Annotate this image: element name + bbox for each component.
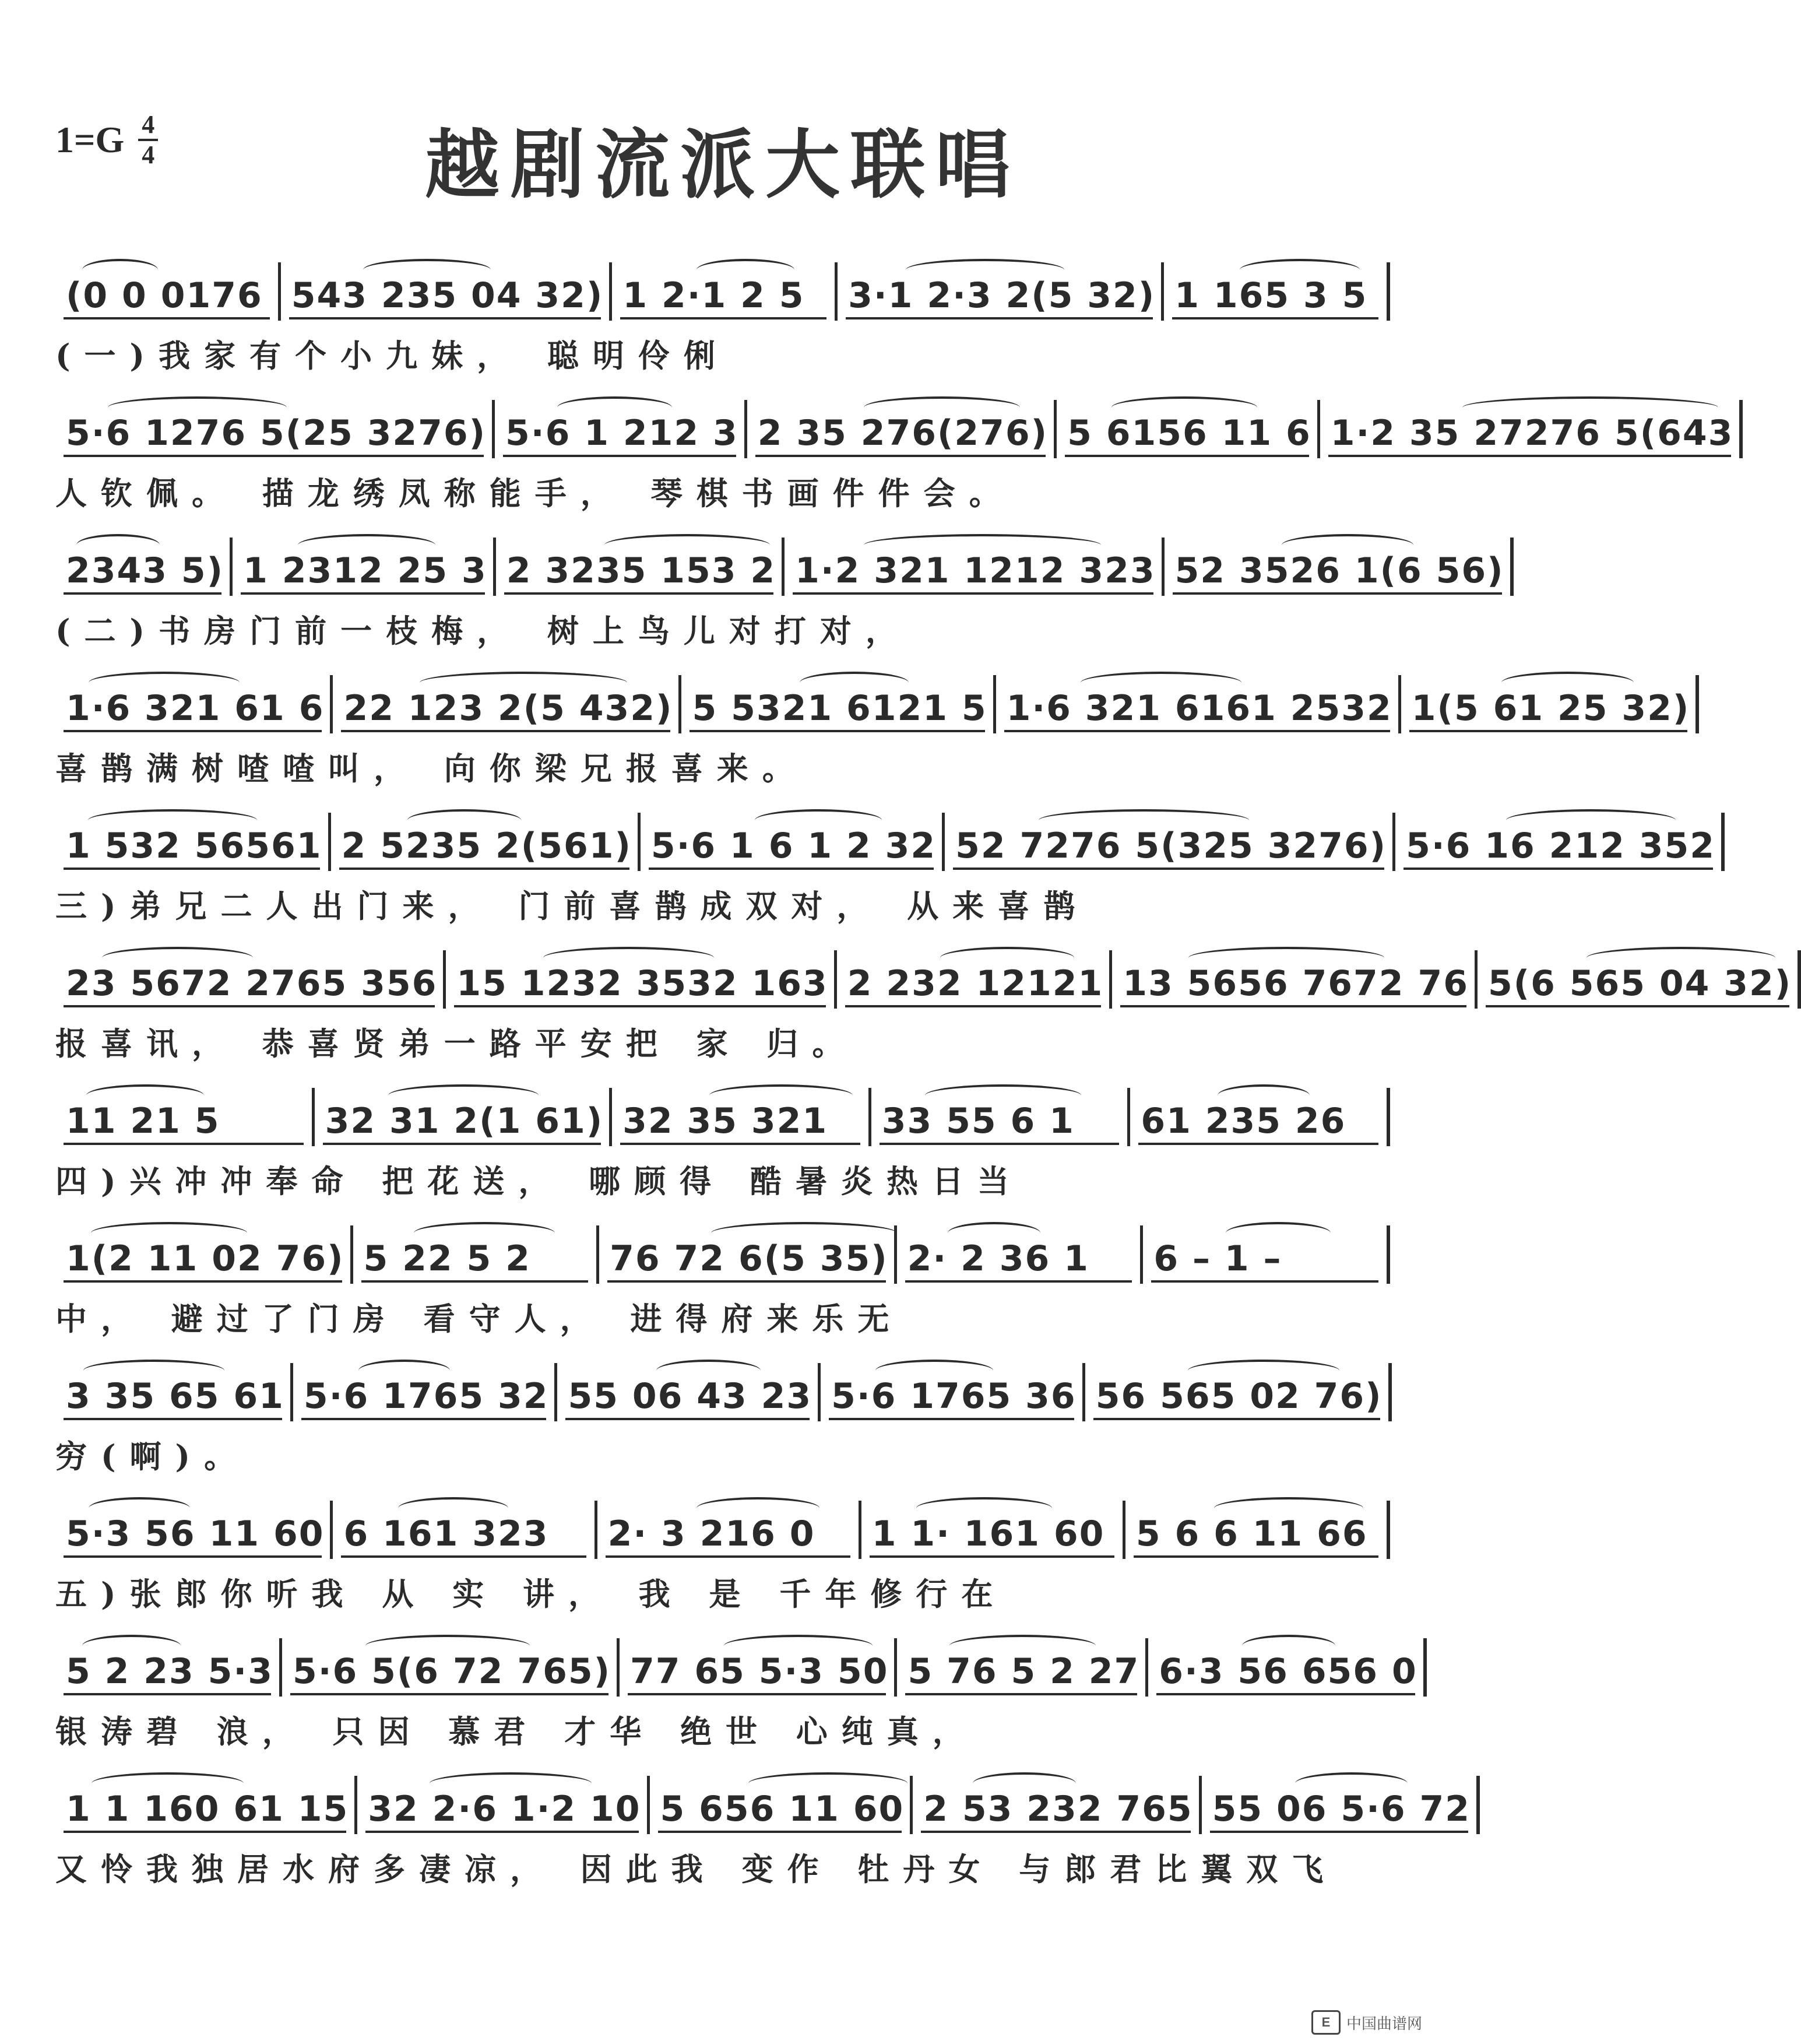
beam-line — [607, 1280, 886, 1283]
slur-mark — [108, 396, 287, 419]
slur-mark — [1039, 809, 1249, 831]
slur-mark — [82, 259, 158, 281]
measure-notes: 22 123 2(5 432) — [343, 688, 673, 729]
measure — [1112, 950, 1478, 1009]
slur-mark — [604, 534, 770, 556]
beam-line — [1004, 730, 1390, 732]
measure-notes: 5·6 16 212 352 — [1406, 826, 1716, 866]
beam-line — [454, 1005, 825, 1007]
measure — [55, 950, 446, 1009]
measure-notes: 5 656 11 60 — [660, 1789, 905, 1829]
beam-line — [1065, 455, 1309, 457]
slur-mark — [388, 1084, 539, 1107]
beam-line — [905, 1280, 1132, 1283]
measure — [837, 950, 1113, 1009]
measure-notes: 5 2 23 5·3 — [66, 1651, 273, 1692]
beam-line — [921, 1831, 1190, 1833]
slur-mark — [430, 1772, 592, 1794]
measure — [333, 675, 681, 733]
slur-mark — [1218, 1084, 1310, 1107]
beam-line — [1210, 1831, 1468, 1833]
measure-notes: 5·6 1 6 1 2 32 — [650, 826, 937, 866]
slur-mark — [755, 809, 881, 831]
measure — [641, 813, 945, 871]
score-system — [55, 944, 1792, 1066]
beam-line — [241, 592, 485, 595]
measure — [353, 1225, 600, 1284]
measure-notes: 5 6156 11 6 — [1067, 413, 1311, 454]
measure — [55, 1363, 293, 1421]
lyric-line: (一)我家有个小九妹， 聪明伶俐 — [55, 337, 729, 374]
notation-line — [55, 1357, 1390, 1421]
beam-line — [755, 455, 1046, 457]
page-title: 越剧流派大联唱 — [424, 121, 1021, 209]
score-system — [55, 1357, 1390, 1478]
score-system — [55, 1770, 1471, 1891]
measure — [55, 1501, 333, 1559]
measure-notes: 32 35 321 — [622, 1101, 828, 1142]
lyric-line: 人钦佩。 描龙绣凤称能手， 琴棋书画件件会。 — [55, 475, 1015, 512]
measure — [945, 813, 1395, 871]
measure-notes: 2343 5) — [66, 550, 224, 591]
notation-line — [55, 1495, 1390, 1559]
measure — [233, 538, 496, 596]
score-system — [55, 1495, 1390, 1616]
lyric-line: 五)张郎你听我 从 实 讲， 我 是 千年修行在 — [55, 1575, 1007, 1613]
score-system — [55, 1220, 1390, 1341]
measure-notes: 5 5321 6121 5 — [692, 688, 987, 729]
measure-notes: 55 06 5·6 72 — [1212, 1789, 1471, 1829]
site-name: 中国曲谱网 — [1346, 2014, 1422, 2032]
beam-line — [64, 455, 484, 457]
measure-notes: 5·3 56 11 60 — [66, 1513, 325, 1554]
slur-mark — [864, 396, 1020, 419]
measure — [1320, 400, 1743, 458]
measure — [557, 1363, 821, 1421]
slur-mark — [414, 1222, 555, 1244]
slur-mark — [89, 672, 240, 694]
measure-notes: 1 165 3 5 — [1174, 275, 1368, 316]
beam-line — [341, 1555, 586, 1558]
beam-line — [64, 1005, 435, 1007]
slur-mark — [656, 1360, 761, 1382]
measure — [315, 1088, 613, 1146]
measure — [612, 1088, 871, 1146]
slur-mark — [420, 672, 627, 694]
slur-mark — [948, 1222, 1040, 1244]
slur-mark — [1506, 809, 1676, 831]
beam-line — [323, 1143, 601, 1145]
slur-mark — [748, 1772, 907, 1794]
slur-mark — [365, 1635, 529, 1657]
measure — [55, 813, 331, 871]
measure-notes: 76 72 6(5 35) — [610, 1238, 888, 1279]
slur-mark — [1462, 396, 1718, 419]
lyric-line: 穷(啊)。 — [55, 1438, 250, 1475]
beam-line — [1151, 1280, 1378, 1283]
score-system — [55, 807, 1716, 928]
measure-notes: 1 1· 161 60 — [871, 1513, 1105, 1554]
beam-line — [1173, 592, 1502, 595]
measure — [1395, 813, 1725, 871]
measure-notes: 11 21 5 — [66, 1101, 220, 1142]
beam-line — [64, 317, 270, 319]
measure-notes: 5 76 5 2 27 — [907, 1651, 1140, 1692]
measure — [55, 400, 495, 458]
slur-mark — [1188, 947, 1384, 969]
measure-notes: 52 3526 1(6 56) — [1174, 550, 1504, 591]
watermark — [1311, 2010, 1422, 2035]
beam-line — [1172, 317, 1378, 319]
slur-mark — [88, 809, 257, 831]
time-bottom: 4 — [142, 141, 155, 169]
slur-mark — [543, 947, 714, 969]
measure-notes: 2 3235 153 2 — [506, 550, 776, 591]
slur-mark — [363, 259, 491, 281]
beam-line — [64, 1418, 282, 1420]
beam-line — [793, 592, 1153, 595]
measure-notes: 1 2312 25 3 — [243, 550, 487, 591]
beam-line — [628, 1693, 886, 1695]
measure — [1143, 1225, 1390, 1284]
notation-line — [55, 1770, 1471, 1834]
measure — [821, 1363, 1085, 1421]
slur-mark — [711, 1222, 896, 1244]
measure-notes: 55 06 43 23 — [568, 1376, 812, 1417]
slur-mark — [697, 1497, 819, 1519]
measure-notes: 13 5656 7672 76 — [1123, 963, 1469, 1004]
beam-line — [1138, 1143, 1378, 1145]
measure — [1478, 950, 1801, 1009]
slur-mark — [83, 1360, 224, 1382]
measure — [996, 675, 1401, 733]
measure — [55, 1225, 353, 1284]
slur-mark — [1081, 672, 1241, 694]
score-system — [55, 669, 1690, 791]
beam-line — [846, 317, 1153, 319]
notation-line — [55, 394, 1734, 458]
slur-mark — [800, 672, 909, 694]
site-logo-icon: E — [1311, 2010, 1341, 2035]
lyric-line: 中， 避过了门房 看守人， 进得府来乐无 — [55, 1300, 903, 1337]
lyric-line: 四)兴冲冲奉命 把花送， 哪顾得 酷暑炎热日当 — [55, 1163, 1023, 1200]
beam-line — [64, 730, 322, 732]
lyric-line: 三)弟兄二人出门来， 门前喜鹊成双对， 从来喜鹊 — [55, 887, 1089, 925]
beam-line — [361, 1280, 589, 1283]
lyric-line: 报喜讯， 恭喜贤弟一路平安把 家 归。 — [55, 1025, 858, 1062]
measure-notes: 1 532 56561 — [66, 826, 322, 866]
measure-notes: 5·6 1765 36 — [831, 1376, 1077, 1417]
measure-notes: 543 235 04 32) — [291, 275, 604, 316]
slur-mark — [298, 534, 436, 556]
beam-line — [341, 730, 670, 732]
beam-line — [64, 1143, 304, 1145]
measure — [1401, 675, 1700, 733]
notation-line — [55, 1632, 1417, 1697]
slur-mark — [91, 1222, 247, 1244]
measure — [495, 400, 747, 458]
measure-notes: 3·1 2·3 2(5 32) — [848, 275, 1156, 316]
beam-line — [64, 1280, 342, 1283]
measure — [897, 1638, 1148, 1697]
measure-notes: 2· 3 216 0 — [607, 1513, 815, 1554]
beam-line — [64, 1831, 346, 1833]
beam-line — [301, 1418, 547, 1420]
measure-notes: 1·6 321 61 6 — [66, 688, 325, 729]
measure-notes: 5·6 5(6 72 765) — [292, 1651, 611, 1692]
slur-mark — [1226, 1222, 1331, 1244]
notation-line — [55, 1082, 1390, 1146]
slur-mark — [86, 1084, 204, 1107]
notation-line — [55, 257, 1390, 321]
lyric-line: 喜鹊满树喳喳叫， 向你梁兄报喜来。 — [55, 750, 808, 787]
slur-mark — [875, 1360, 993, 1382]
measure-notes: 5 22 5 2 — [363, 1238, 531, 1279]
beam-line — [1134, 1555, 1378, 1558]
beam-line — [1486, 1005, 1789, 1007]
notation-line — [55, 669, 1690, 733]
beam-line — [690, 730, 984, 732]
slur-mark — [864, 534, 1101, 556]
beam-line — [1120, 1005, 1466, 1007]
notation-line — [55, 944, 1792, 1009]
measure — [612, 262, 838, 321]
beam-line — [503, 455, 736, 457]
slur-mark — [1188, 1360, 1339, 1382]
slur-mark — [82, 1635, 181, 1657]
measure — [1148, 1638, 1426, 1697]
measure — [1125, 1501, 1390, 1559]
measure — [650, 1776, 913, 1834]
beam-line — [649, 868, 934, 870]
beam-line — [1403, 868, 1713, 870]
slur-mark — [358, 1360, 450, 1382]
measure — [331, 813, 641, 871]
slur-mark — [906, 259, 1064, 281]
slur-mark — [557, 396, 672, 419]
notation-line — [55, 532, 1504, 596]
slur-mark — [916, 1497, 1052, 1519]
measure-notes: 56 565 02 76) — [1095, 1376, 1383, 1417]
beam-line — [290, 1693, 608, 1695]
measure — [681, 675, 996, 733]
measure-notes: 15 1232 3532 163 — [456, 963, 828, 1004]
slur-mark — [89, 1497, 190, 1519]
measure-notes: 2 53 232 765 — [923, 1789, 1193, 1829]
slur-mark — [1501, 672, 1634, 694]
slur-mark — [1282, 534, 1413, 556]
measure — [1202, 1776, 1480, 1834]
beam-line — [870, 1555, 1114, 1558]
slur-mark — [1587, 947, 1775, 969]
measure — [838, 262, 1164, 321]
measure — [282, 1638, 620, 1697]
beam-line — [953, 868, 1384, 870]
measure — [55, 1776, 357, 1834]
beam-line — [606, 1555, 850, 1558]
measure — [55, 1638, 282, 1697]
measure-notes: 23 5672 2765 356 — [66, 963, 438, 1004]
notation-line — [55, 807, 1716, 871]
beam-line — [64, 592, 221, 595]
beam-line — [64, 868, 320, 870]
measure — [357, 1776, 649, 1834]
measure — [333, 1501, 597, 1559]
beam-line — [829, 1418, 1074, 1420]
score-system — [55, 1632, 1417, 1754]
measure — [1164, 262, 1390, 321]
measure-notes: 61 235 26 — [1141, 1101, 1346, 1142]
measure-notes: 32 31 2(1 61) — [325, 1101, 604, 1142]
measure-notes: 1 2·1 2 5 — [622, 275, 805, 316]
measure-notes: 5(6 565 04 32) — [1487, 963, 1792, 1004]
measure-notes: 3 35 65 61 — [66, 1376, 284, 1417]
measure-notes: 5·6 1765 32 — [303, 1376, 549, 1417]
measure-notes: 5·6 1 212 3 — [505, 413, 738, 454]
measure — [496, 538, 785, 596]
measure-notes: 1·2 321 1212 323 — [795, 550, 1156, 591]
measure — [1057, 400, 1320, 458]
lyric-line: 又怜我独居水府多凄凉， 因此我 变作 牡丹女 与郎君比翼双飞 — [55, 1850, 1338, 1888]
measure-notes: 6 161 323 — [343, 1513, 549, 1554]
beam-line — [504, 592, 773, 595]
slur-mark — [949, 1635, 1096, 1657]
beam-line — [620, 1143, 860, 1145]
measure-notes: 77 65 5·3 50 — [630, 1651, 889, 1692]
measure-notes: (0 0 0176 — [66, 275, 263, 316]
slur-mark — [925, 1084, 1081, 1107]
slur-mark — [1242, 1635, 1335, 1657]
slur-mark — [697, 259, 794, 281]
slur-mark — [709, 1084, 853, 1107]
beam-line — [880, 1143, 1120, 1145]
measure — [281, 262, 613, 321]
measure — [599, 1225, 897, 1284]
measure — [620, 1638, 897, 1697]
measure-notes: 1·2 35 27276 5(643 — [1330, 413, 1734, 454]
beam-line — [1156, 1693, 1415, 1695]
measure-notes: 52 7276 5(325 3276) — [955, 826, 1387, 866]
slur-mark — [1111, 396, 1257, 419]
slur-mark — [1240, 259, 1360, 281]
beam-line — [620, 317, 826, 319]
measure-notes: 5·6 1276 5(25 3276) — [66, 413, 487, 454]
measure — [293, 1363, 558, 1421]
notation-line — [55, 1220, 1390, 1284]
measure-notes: 2 5235 2(561) — [341, 826, 632, 866]
beam-line — [845, 1005, 1102, 1007]
measure — [897, 1225, 1144, 1284]
slur-mark — [102, 947, 254, 969]
measure — [871, 1088, 1131, 1146]
slur-mark — [398, 1497, 508, 1519]
slur-mark — [76, 534, 160, 556]
measure-notes: 6·3 56 656 0 — [1159, 1651, 1417, 1692]
measure-notes: 2 232 12121 — [847, 963, 1104, 1004]
lyric-line: 银涛碧 浪， 只因 慕君 才华 绝世 心纯真， — [55, 1713, 978, 1750]
measure — [55, 1088, 315, 1146]
measure-notes: 1(2 11 02 76) — [66, 1238, 344, 1279]
measure — [913, 1776, 1201, 1834]
measure — [55, 538, 233, 596]
beam-line — [64, 1555, 322, 1558]
score-system — [55, 394, 1734, 515]
measure-notes: 2 35 276(276) — [757, 413, 1049, 454]
measure-notes: 33 55 6 1 — [881, 1101, 1075, 1142]
beam-line — [565, 1418, 810, 1420]
measure-notes: 6 – 1 – — [1153, 1238, 1282, 1279]
slur-mark — [724, 1635, 873, 1657]
measure-notes: 32 2·6 1·2 10 — [368, 1789, 641, 1829]
key-text: 1=G — [55, 119, 125, 160]
beam-line — [64, 1693, 271, 1695]
measure — [55, 262, 281, 321]
slur-mark — [407, 809, 521, 831]
measure — [785, 538, 1164, 596]
measure-notes: 1 1 160 61 15 — [66, 1789, 349, 1829]
slur-mark — [973, 1772, 1076, 1794]
measure — [1165, 538, 1514, 596]
score-system — [55, 1082, 1390, 1203]
measure — [747, 400, 1057, 458]
measure — [1130, 1088, 1390, 1146]
slur-mark — [92, 1772, 244, 1794]
slur-mark — [940, 947, 1074, 969]
measure-notes: 2· 2 36 1 — [907, 1238, 1089, 1279]
measure-notes: 5 6 6 11 66 — [1135, 1513, 1368, 1554]
beam-line — [365, 1831, 638, 1833]
beam-line — [289, 317, 601, 319]
score-system — [55, 257, 1390, 378]
beam-line — [905, 1693, 1137, 1695]
beam-line — [339, 868, 629, 870]
lyric-line: (二)书房门前一枝梅， 树上鸟儿对打对， — [55, 612, 911, 649]
beam-line — [1328, 455, 1732, 457]
measure — [1085, 1363, 1392, 1421]
beam-line — [1093, 1418, 1380, 1420]
time-top: 4 — [142, 110, 155, 139]
measure — [55, 675, 333, 733]
beam-line — [1409, 730, 1688, 732]
slur-mark — [1295, 1772, 1408, 1794]
measure-notes: 1(5 61 25 32) — [1411, 688, 1690, 729]
score-system — [55, 532, 1504, 653]
slur-mark — [1214, 1497, 1363, 1519]
beam-line — [658, 1831, 902, 1833]
measure — [597, 1501, 861, 1559]
measure — [446, 950, 836, 1009]
measure-notes: 1·6 321 6161 2532 — [1006, 688, 1392, 729]
measure — [861, 1501, 1125, 1559]
